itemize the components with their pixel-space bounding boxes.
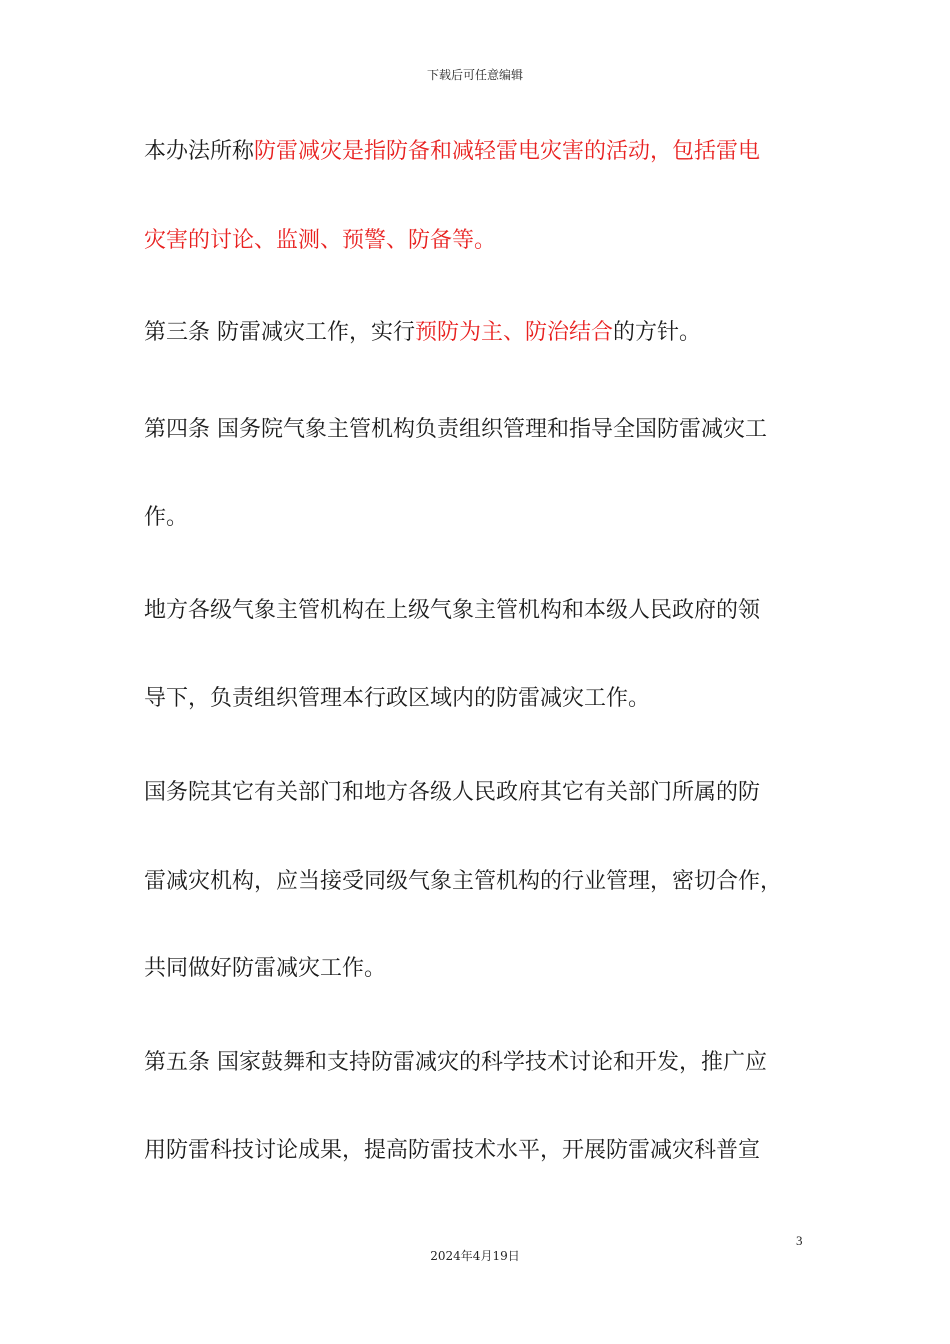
page-number: 3: [796, 1233, 803, 1248]
text-segment: 第四条 国务院气象主管机构负责组织管理和指导全国防雷减灾工: [144, 417, 767, 442]
text-segment: 作。: [144, 505, 189, 530]
text-segment: 地方各级气象主管机构在上级气象主管机构和本级人民政府的领: [144, 598, 761, 623]
body-line: [144, 137, 760, 167]
text-segment: 防雷减灾是指防备和减轻雷电灾害的活动，包括雷电: [254, 139, 761, 164]
text-segment: 共同做好防雷减灾工作。: [144, 956, 387, 981]
page-header: 下载后可任意编辑: [426, 68, 523, 82]
body-line: [144, 684, 650, 714]
text-segment: 预防为主、防治结合: [415, 320, 614, 345]
text-segment: 雷减灾机构，应当接受同级气象主管机构的行业管理，密切合作，: [144, 869, 783, 894]
body-line: [144, 778, 760, 808]
body-line: [144, 867, 782, 897]
body-line: [144, 1048, 767, 1078]
text-segment: 第五条 国家鼓舞和支持防雷减灾的科学技术讨论和开发，推广应: [144, 1050, 767, 1075]
text-segment: 导下，负责组织管理本行政区域内的防雷减灾工作。: [144, 686, 651, 711]
body-line: [144, 226, 496, 256]
body-line: [144, 1136, 760, 1166]
text-segment: 本办法所称: [144, 139, 255, 164]
text-segment: 的方针。: [613, 320, 702, 345]
body-line: [144, 596, 760, 626]
body-line: [144, 954, 386, 984]
text-segment: 第三条 防雷减灾工作，实行: [144, 320, 415, 345]
body-line: [144, 318, 701, 348]
text-segment: 灾害的讨论、监测、预警、防备等。: [144, 228, 497, 253]
body-line: [144, 415, 767, 445]
text-segment: 用防雷科技讨论成果，提高防雷技术水平，开展防雷减灾科普宣: [144, 1138, 761, 1163]
page-footer-date: 2024年4月19日: [430, 1249, 520, 1263]
body-line: [144, 503, 188, 533]
text-segment: 国务院其它有关部门和地方各级人民政府其它有关部门所属的防: [144, 780, 761, 805]
